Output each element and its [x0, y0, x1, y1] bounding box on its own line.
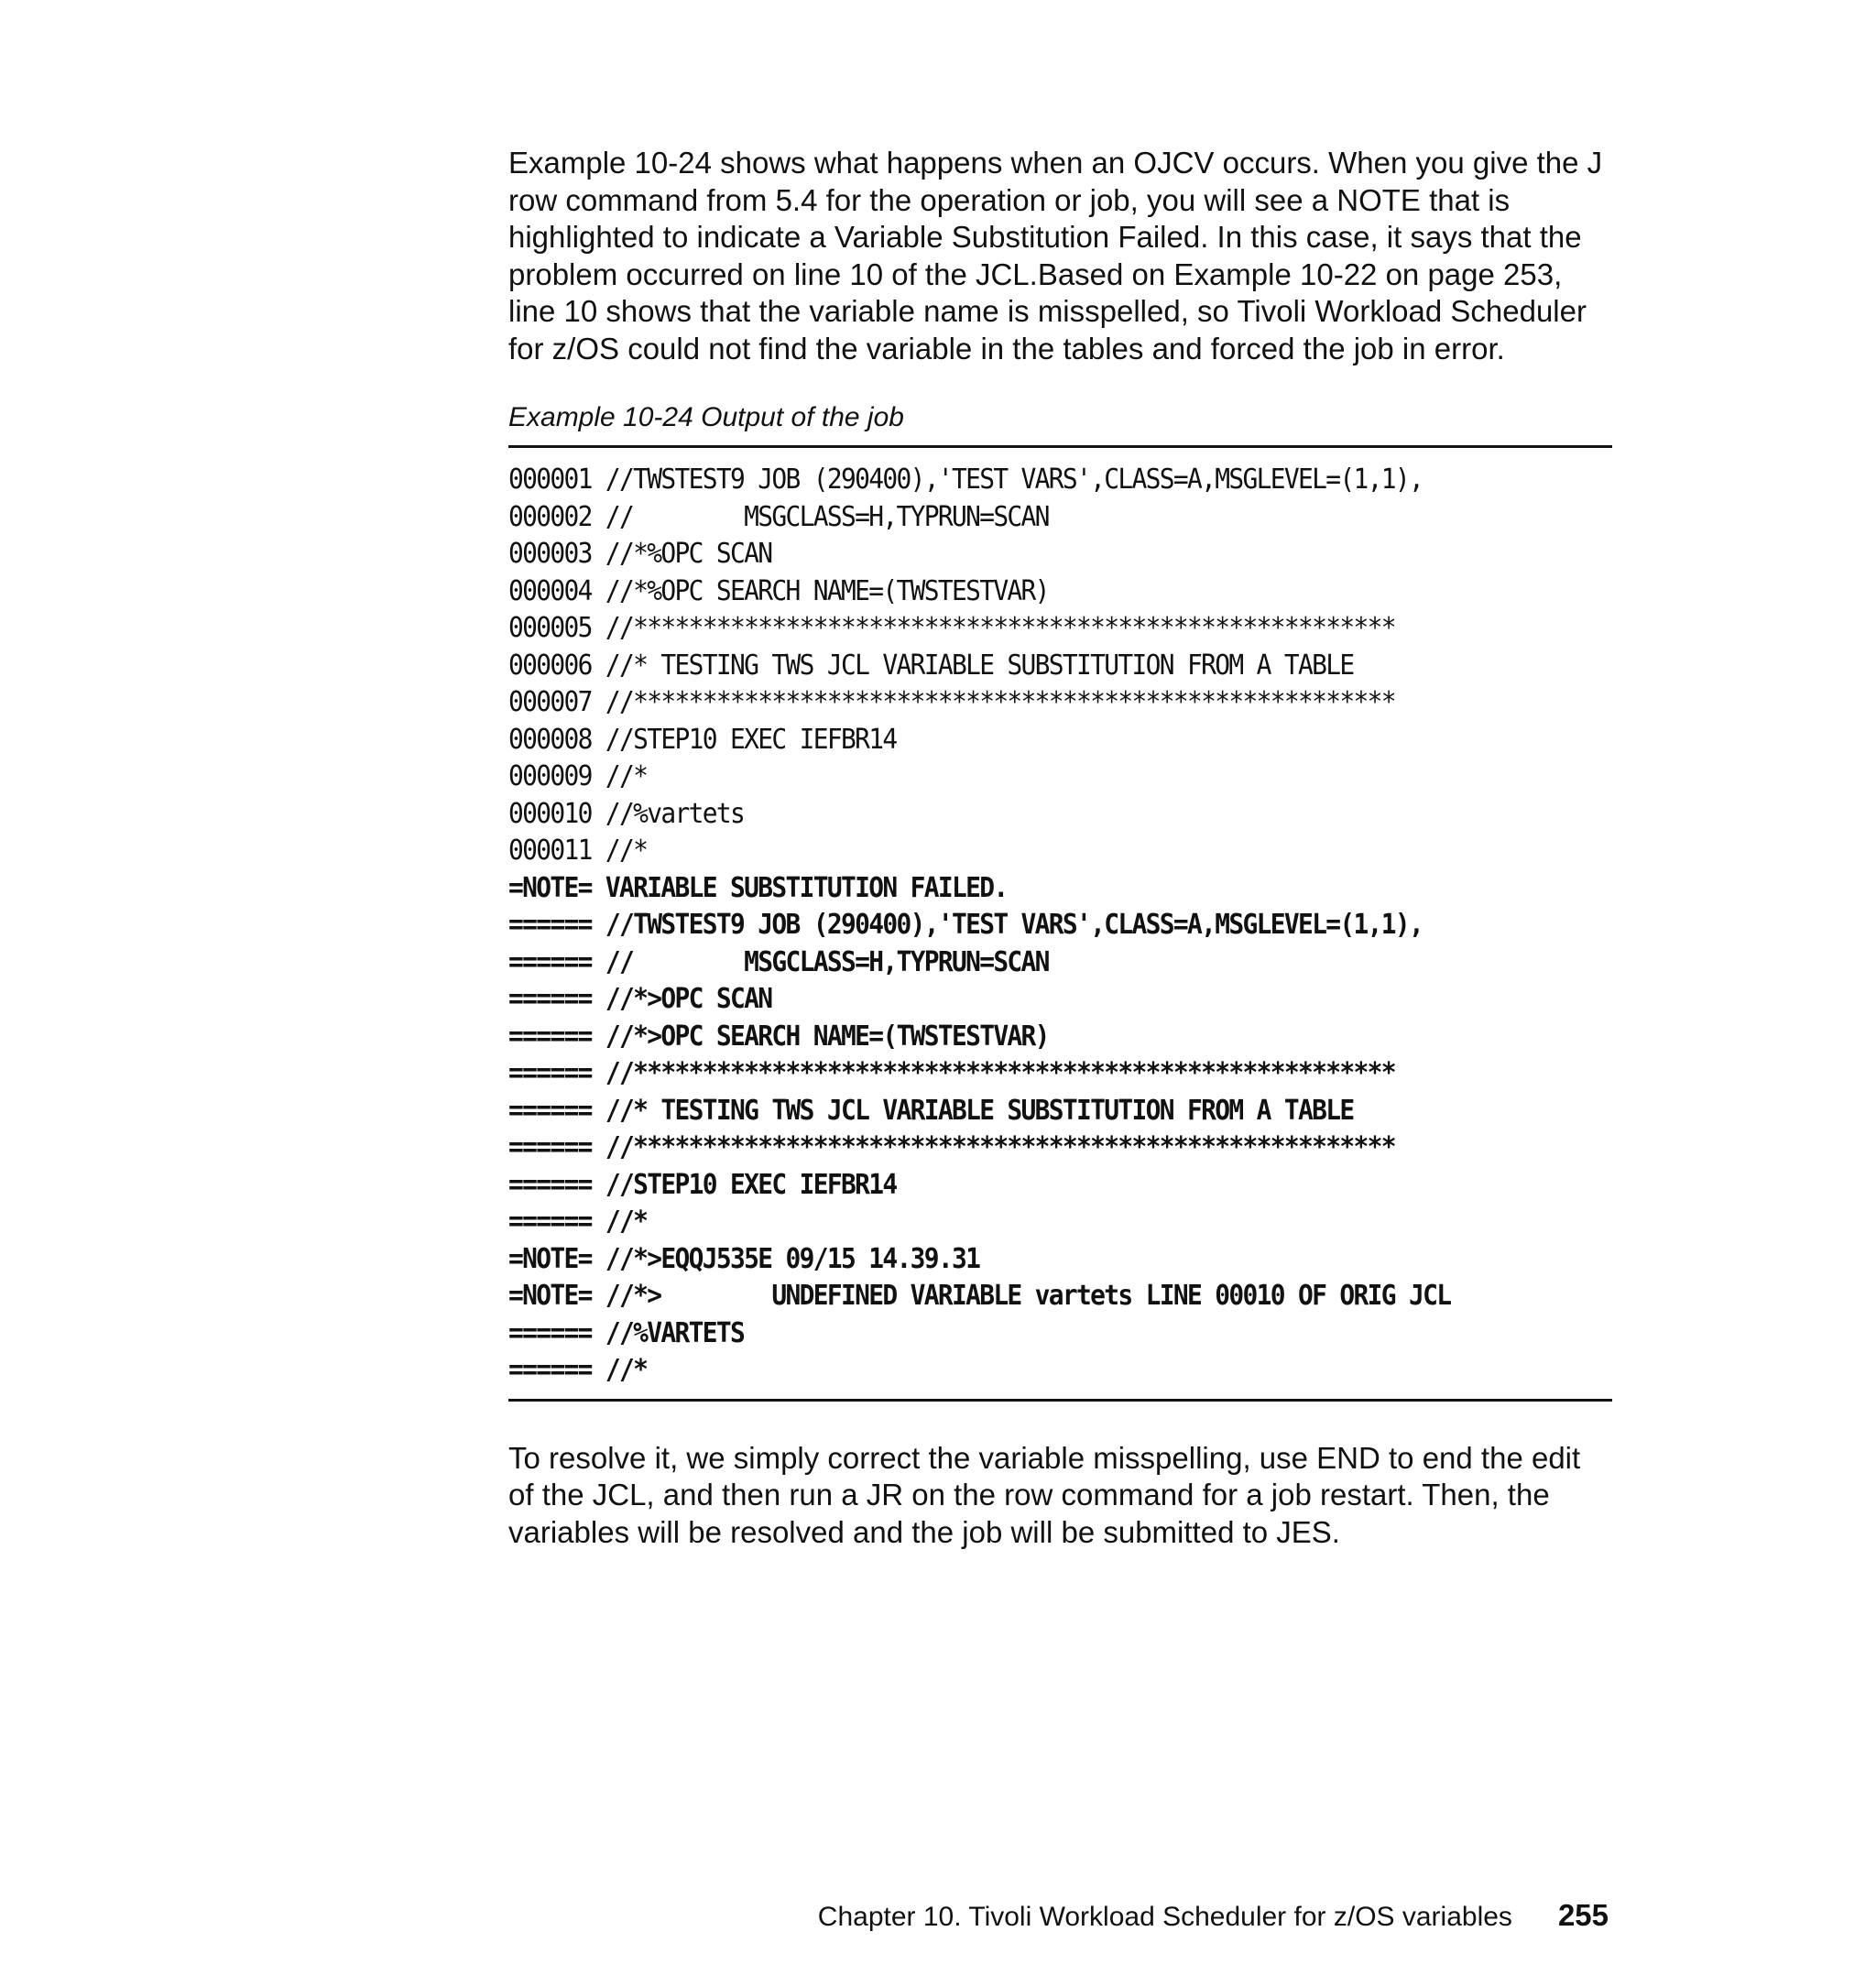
code-line: 000009 //*: [508, 760, 648, 792]
code-line: =NOTE= VARIABLE SUBSTITUTION FAILED.: [508, 871, 1008, 904]
closing-paragraph: To resolve it, we simply correct the variable misspelling, use END to end the edit of the JCL, and then run a JR on the row command for a job restart. Then, the variables will be resolved and the job will be submitted to JES.: [508, 1440, 1581, 1549]
code-line: 000007 //*******************************************************: [508, 686, 1395, 718]
code-line: 000011 //*: [508, 835, 648, 867]
code-line: ====== //*******************************************************: [508, 1057, 1395, 1089]
code-line: 000001 //TWSTEST9 JOB (290400),'TEST VARS',CLASS=A,MSGLEVEL=(1,1),: [508, 464, 1423, 496]
code-line: =NOTE= //*> UNDEFINED VARIABLE vartets LINE 00010 OF ORIG JCL: [508, 1280, 1451, 1312]
code-listing: [508, 445, 1612, 1402]
code-line: ====== //*: [508, 1206, 648, 1238]
code-line: ====== //* TESTING TWS JCL VARIABLE SUBSTITUTION FROM A TABLE: [508, 1094, 1354, 1127]
intro-paragraph: Example 10-24 shows what happens when an OJCV occurs. When you give the J row command from 5.4 for the operation or job, you will see a NOTE that is highlighted to indicate a Variable Substitution Failed. In this case, it says that the problem occurred on line 10 of the JCL.Based on Example 10-22 on page 253, line 10 shows that the variable name is misspelled, so Tivoli Workload Scheduler for z/OS could not find the variable in the tables and forced the job in error.: [508, 146, 1603, 366]
code-line: 000003 //*%OPC SCAN: [508, 538, 772, 570]
code-line: ====== //STEP10 EXEC IEFBR14: [508, 1168, 897, 1201]
code-line: 000008 //STEP10 EXEC IEFBR14: [508, 723, 897, 756]
code-line: ====== //TWSTEST9 JOB (290400),'TEST VARS',CLASS=A,MSGLEVEL=(1,1),: [508, 909, 1423, 941]
code-line: 000010 //%vartets: [508, 797, 745, 830]
code-line: ====== //*: [508, 1354, 648, 1386]
code-line: ====== //%VARTETS: [508, 1316, 745, 1349]
code-line: ====== // MSGCLASS=H,TYPRUN=SCAN: [508, 945, 1049, 978]
code-line: ====== //*>OPC SEARCH NAME=(TWSTESTVAR): [508, 1020, 1049, 1053]
code-line: =NOTE= //*>EQQJ535E 09/15 14.39.31: [508, 1242, 980, 1275]
code-line: 000002 // MSGCLASS=H,TYPRUN=SCAN: [508, 500, 1049, 533]
footer-chapter-title: Chapter 10. Tivoli Workload Scheduler for z/OS variables: [817, 1902, 1512, 1932]
page-content: [508, 145, 1612, 1551]
page-number: 255: [1557, 1898, 1609, 1932]
page-footer: [818, 1898, 1609, 1933]
code-line: ====== //*******************************************************: [508, 1131, 1395, 1163]
code-line: ====== //*>OPC SCAN: [508, 983, 772, 1015]
code-line: 000006 //* TESTING TWS JCL VARIABLE SUBSTITUTION FROM A TABLE: [508, 649, 1354, 682]
code-line: 000004 //*%OPC SEARCH NAME=(TWSTESTVAR): [508, 574, 1049, 607]
code-line: 000005 //*******************************************************: [508, 612, 1395, 644]
example-caption: Example 10-24 Output of the job: [508, 402, 904, 432]
